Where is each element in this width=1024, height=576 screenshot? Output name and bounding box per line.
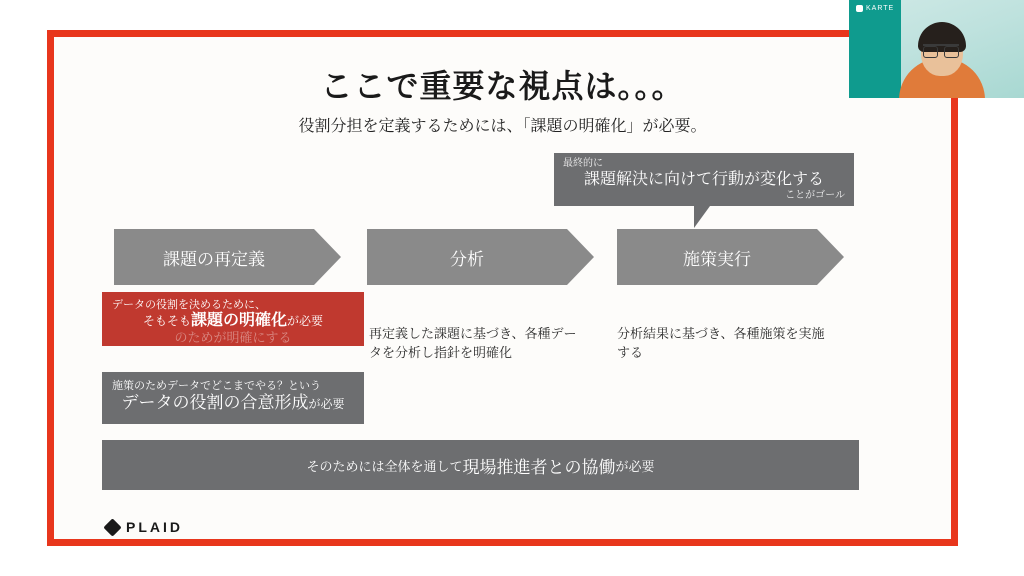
process-step-1: [114, 229, 314, 285]
note-red-line2-tail: が必要: [287, 314, 324, 328]
note-red-line1: データの役割を決めるために、: [112, 299, 266, 311]
goal-callout-lead: 最終的に: [563, 158, 603, 169]
goal-callout-main: 課題解決に向けて行動が変化する: [583, 171, 824, 188]
page-title: ここで重要な視点は。。。: [320, 68, 685, 104]
note-red-line2-emphasis: 課題の明確化: [190, 312, 287, 329]
bottom-banner: [102, 440, 859, 490]
note-gray-line2: [112, 393, 354, 414]
plaid-logo-icon: [103, 518, 121, 536]
note-red: [102, 292, 364, 346]
slide-subtitle: 役割分担を定義するためには、「課題の明確化」が必要。: [298, 118, 707, 135]
karte-badge: [856, 5, 894, 12]
note-gray: [102, 372, 364, 424]
slide-frame: [47, 30, 958, 546]
karte-badge-label: KARTE: [866, 5, 895, 12]
goal-callout: [554, 153, 854, 206]
note-gray-line2-emphasis: データの役割の合意形成: [121, 393, 309, 412]
note-gray-line1: 施策のためデータでどこまでやる？という: [112, 380, 321, 392]
description-step-2: 再定義した課題に基づき、各種データを分析し指針を明確化: [369, 326, 577, 360]
note-red-line3: のためが明確にする: [174, 330, 292, 345]
karte-logo-icon: [856, 5, 863, 12]
process-step-3: [617, 229, 817, 285]
note-red-line2-lead: そもそも: [142, 314, 191, 328]
bottom-banner-emphasis: 現場推進者との協働: [462, 457, 616, 477]
process-step-2-label: 分析: [450, 249, 484, 269]
description-step-3: 分析結果に基づき、各種施策を実施する: [617, 326, 825, 360]
process-step-2: [367, 229, 567, 285]
note-gray-line2-tail: が必要: [308, 397, 345, 411]
note-red-line2: [112, 312, 354, 330]
footer-logo: [106, 519, 183, 535]
goal-callout-tail: ことがゴール: [785, 190, 845, 201]
slide-content: [54, 37, 951, 539]
process-step-1-label: 課題の再定義: [163, 249, 265, 269]
bottom-banner-tail: が必要: [615, 458, 655, 474]
webcam-background: [849, 0, 901, 98]
process-step-3-label: 施策実行: [683, 249, 751, 269]
webcam-overlay[interactable]: [849, 0, 1024, 98]
bottom-banner-lead: そのためには全体を通して: [306, 458, 463, 474]
glasses-icon: [923, 44, 959, 57]
goal-callout-pointer: [694, 206, 720, 228]
plaid-wordmark: PLAID: [126, 519, 183, 535]
